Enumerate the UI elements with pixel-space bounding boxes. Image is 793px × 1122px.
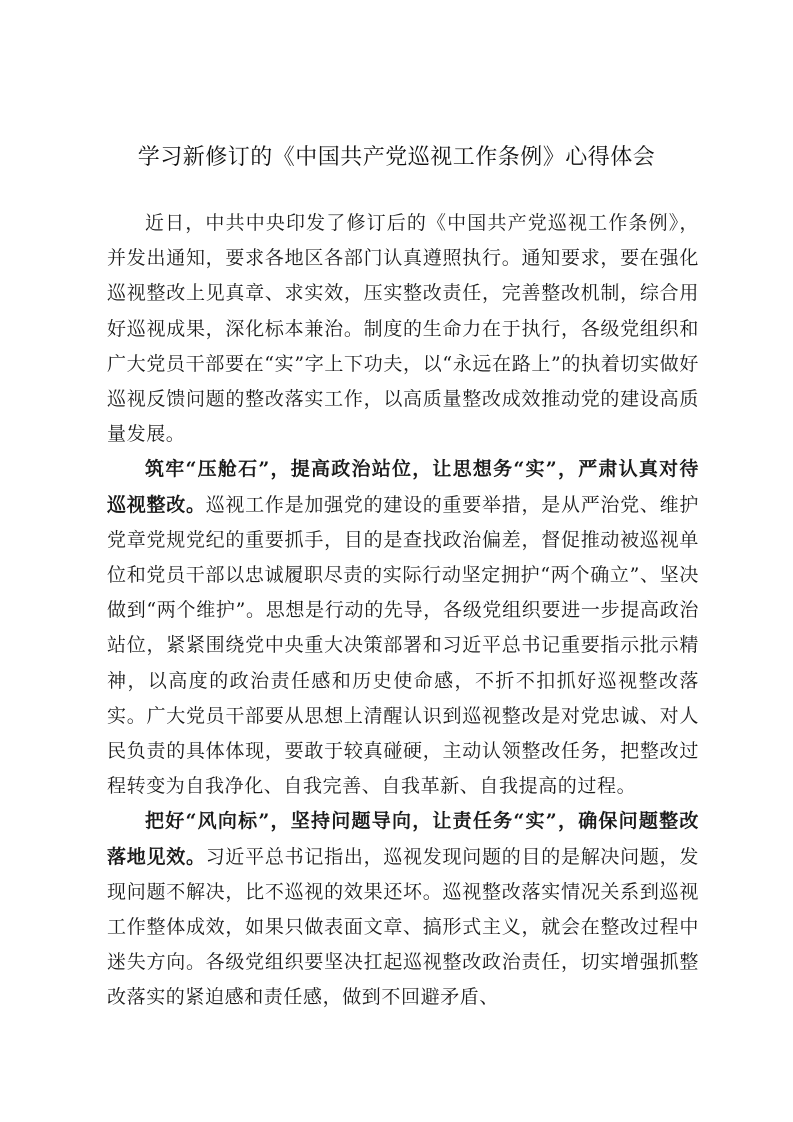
paragraph-section-2: [107, 804, 699, 1015]
paragraph-text: 近日，中共中央印发了修订后的《中国共产党巡视工作条例》，并发出通知，要求各地区各部门认真遵照执行。通知要求，要在强化巡视整改上见真章、求实效，压实整改责任，完善整改机制，综合用好巡视成果，深化标本兼治。制度的生命力在于执行，各级党组织和广大党员干部要在“实”字上下功夫，以“永远在路上”的执着切实做好巡视反馈问题的整改落实工作，以高质量整改成效推动党的建设高质量发展。: [107, 212, 699, 446]
paragraph-heading: 筑牢“压舱石”，提高政治站位，让思想务“实”，严肃认真对待巡视整改。: [107, 458, 699, 516]
paragraph-text: 习近平总书记指出，巡视发现问题的目的是解决问题，发现问题不解决，比不巡视的效果还坏。巡视整改落实情况关系到巡视工作整体成效，如果只做表面文章、搞形式主义，就会在整改过程中迷失方向。各级党组织要坚决扛起巡视整改政治责任，切实增强抓整改落实的紧迫感和责任感，做到不回避矛盾、: [107, 845, 699, 1009]
paragraph-section-1: [107, 452, 699, 804]
paragraph-text: 巡视工作是加强党的建设的重要举措，是从严治党、维护党章党规党纪的重要抓手，目的是查找政治偏差，督促推动被巡视单位和党员干部以忠诚履职尽责的实际行动坚定拥护“两个确立”、坚决做到“两个维护”。思想是行动的先导，各级党组织要进一步提高政治站位，紧紧围绕党中央重大决策部署和习近平总书记重要指示批示精神，以高度的政治责任感和历史使命感，不折不扣抓好巡视整改落实。广大党员干部要从思想上清醒认识到巡视整改是对党忠诚、对人民负责的具体体现，要敢于较真碰硬，主动认领整改任务，把整改过程转变为自我净化、自我完善、自我革新、自我提高的过程。: [107, 493, 699, 798]
paragraph-intro: [107, 206, 699, 452]
paragraph-heading: 把好“风向标”，坚持问题导向，让责任务“实”，确保问题整改落地见效。: [107, 810, 699, 868]
document-title: 学习新修订的《中国共产党巡视工作条例》心得体会: [137, 145, 656, 170]
document-body: [107, 206, 699, 1016]
